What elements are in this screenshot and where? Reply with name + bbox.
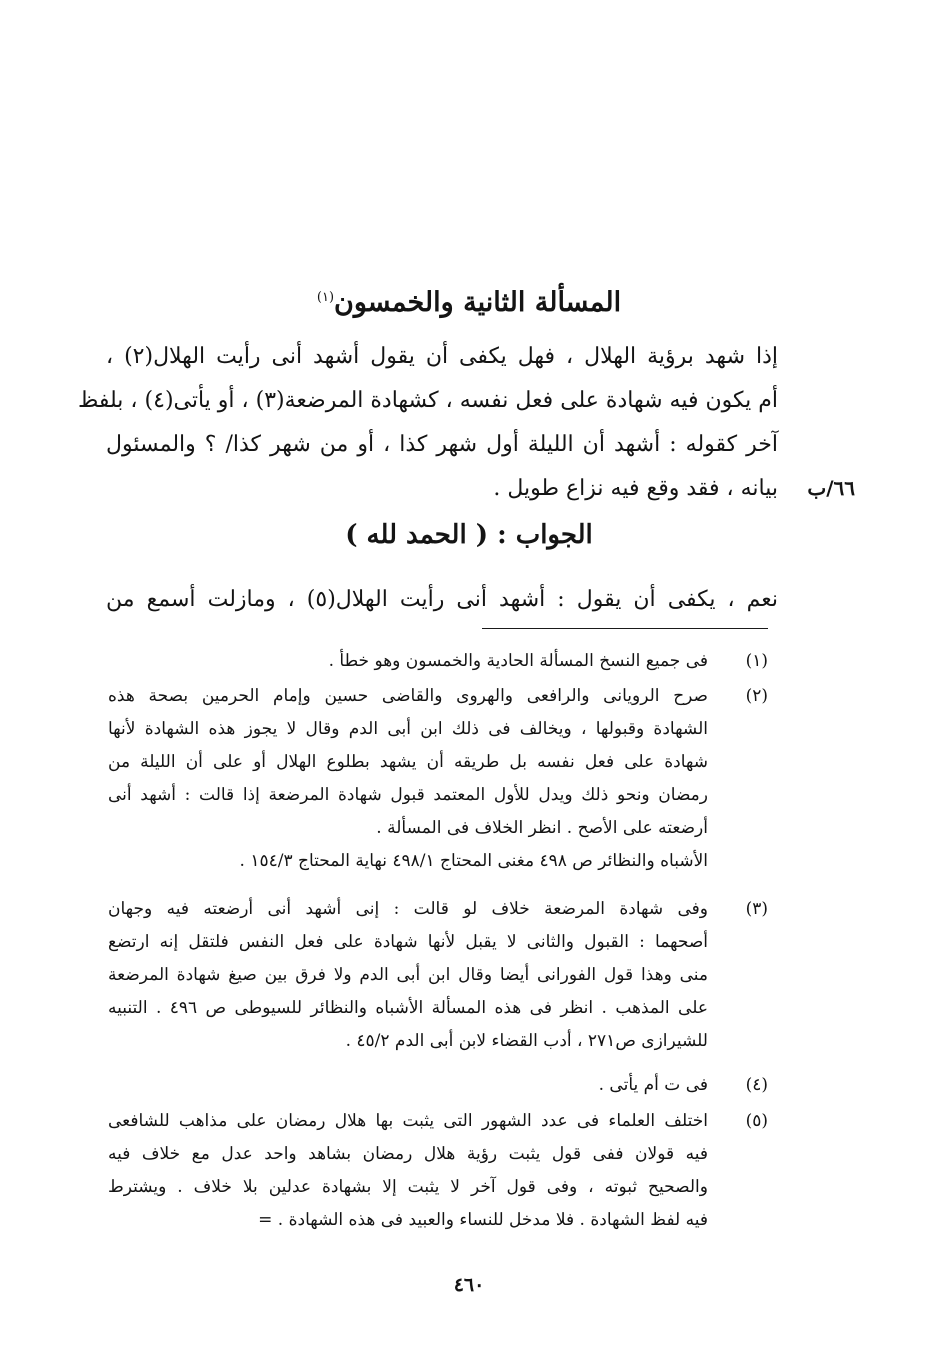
footnote-number-5: (٥) [745,1111,768,1131]
footnote-5-line: والصحيح ثبوته ، وفى قول آخر لا يثبت إلا بشهادة عدلين بلا خلاف . ويشترط [108,1177,708,1197]
footnote-2-line: شهادة على فعل نفسه بل طريقه أن يشهد بطلوع الهلال أو على أن الليلة من [108,752,708,772]
footnote-3-line: وفى شهادة المرضعة خلاف لو قالت : إنى أشهد أنى أرضعته فيه وجهان [108,899,708,919]
footnote-number-3: (٣) [745,899,768,919]
question-line-3: آخر كقوله : أشهد أن الليلة أول شهر كذا ، أو من شهر كذا/ ؟ والمسئول [106,432,778,457]
footnote-5-line: اختلف العلماء فى عدد الشهور التى يثبت بها هلال رمضان على مذاهب للشافعى [108,1111,708,1131]
footnote-3-line: أصحهما : القبول والثانى لا يقبل لأنها شهادة على فعل النفس فلتقل إنه ارتضع [108,932,708,952]
footnote-5-line: فيه قولان ففى قول يثبت رؤية هلال رمضان بشاهد واحد عدل مع خلاف فيه [108,1144,708,1164]
page-number: ٤٦٠ [453,1274,485,1296]
margin-folio-reference: ٦٦/ب [807,476,855,500]
footnote-2-line: أرضعته على الأصح . انظر الخلاف فى المسألة . [376,818,708,838]
question-line-2: أم يكون فيه شهادة على فعل نفسه ، كشهادة المرضعة(٣) ، أو يأتى(٤) ، بلفظ [78,388,778,413]
answer-heading: الجواب : ( الحمد لله ) [345,520,593,550]
footnote-number-2: (٢) [745,686,768,706]
footnote-number-1: (١) [745,651,768,671]
footnote-2-line: صرح الرويانى والرافعى والهروى والقاضى حسين وإمام الحرمين بصحة هذه [108,686,708,706]
footnote-2-line: الشهادة وقبولها ، ويخالف فى ذلك ابن أبى الدم وقال لا يجوز هذه الشهادة لأنها [108,719,708,739]
footnote-3-line: على المذهب . انظر فى هذه المسألة الأشباه والنظائر للسيوطى ص ٤٩٦ . التنبيه [108,998,708,1018]
question-line-4: بيانه ، فقد وقع فيه نزاع طويل . [493,476,778,501]
answer-first-line: نعم ، يكفى أن يقول : أشهد أنى رأيت الهلال(٥) ، ومازلت أسمع من [106,587,778,612]
footnote-number-4: (٤) [745,1075,768,1095]
footnote-1-line: فى جميع النسخ المسألة الحادية والخمسون وهو خطأ . [328,651,708,671]
footnote-separator [482,628,768,629]
footnote-3-line: منى وهذا قول الفورانى أيضا وقال ابن أبى الدم ولا فرق بين صيغ شهادة المرضعة [108,965,708,985]
footnote-4-line: فى ت أم يأتى . [598,1075,708,1095]
heading-title: المسألة الثانية والخمسون [334,287,622,318]
footnote-2-line: الأشباه والنظائر ص ٤٩٨ مغنى المحتاج ٤٩٨/١ نهاية المحتاج ١٥٤/٣ . [239,851,708,871]
footnote-3-line: للشيرازى ص٢٧١ ، أدب القضاء لابن أبى الدم ٤٥/٢ . [345,1031,708,1051]
footnote-2-line: رمضان ونحو ذلك ويدل للأول المعتمد قبول شهادة المرضعة إذا قالت : أشهد أنى [108,785,708,805]
section-heading [0,278,938,323]
question-line-1: إذا شهد برؤية الهلال ، فهل يكفى أن يقول أشهد أنى رأيت الهلال(٢) ، [106,344,778,369]
heading-footnote-ref: (١) [316,290,335,305]
footnote-5-line: فيه لفظ الشهادة . فلا مدخل للنساء والعبيد فى هذه الشهادة . = [258,1210,708,1230]
